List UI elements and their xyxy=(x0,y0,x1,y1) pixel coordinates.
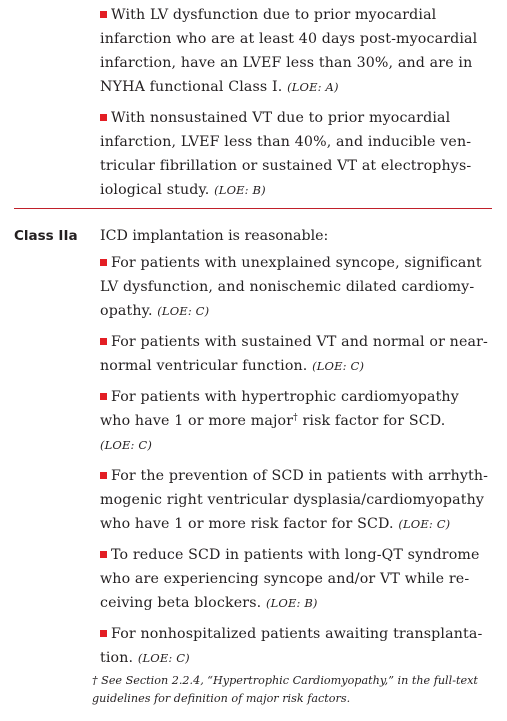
red-square-bullet-icon xyxy=(100,259,107,266)
list-item: With nonsustained VT due to prior myocardial infarction, LVEF less than 40%, and inducible ven- tricular fibrillation or sustained VT at electrophys- iological study. (LOE: B) xyxy=(100,110,472,198)
class-i-continued xyxy=(100,3,493,202)
dagger-footnote-mark: † xyxy=(293,413,298,423)
red-square-bullet-icon xyxy=(100,11,107,18)
red-square-bullet-icon xyxy=(100,114,107,121)
list-item: With LV dysfunction due to prior myocardial infarction who are at least 40 days post-myocardial infarction, have an LVEF less than 30%, and are in NYHA functional Class I. (LOE: A) xyxy=(100,7,478,95)
section-divider xyxy=(14,208,492,209)
loe-label: (LOE: C) xyxy=(100,438,152,452)
list-item: For patients with unexplained syncope, significant LV dysfunction, and nonischemic dilated cardiomy- opathy. (LOE: C) xyxy=(100,255,482,319)
loe-label: (LOE: A) xyxy=(287,80,339,94)
list-item: To reduce SCD in patients with long-QT syndrome who are experiencing syncope and/or VT while re- ceiving beta blockers. (LOE: B) xyxy=(100,547,480,611)
red-square-bullet-icon xyxy=(100,551,107,558)
loe-label: (LOE: C) xyxy=(398,517,451,531)
red-square-bullet-icon xyxy=(100,338,107,345)
class-iia-content xyxy=(100,224,493,670)
loe-label: (LOE: C) xyxy=(137,651,190,665)
red-square-bullet-icon xyxy=(100,630,107,637)
list-item: For patients with hypertrophic cardiomyopathy who have 1 or more major† risk factor for SCD. (LOE: C) xyxy=(100,389,459,452)
loe-label: (LOE: B) xyxy=(265,596,318,610)
loe-label: (LOE: C) xyxy=(312,359,365,373)
red-square-bullet-icon xyxy=(100,393,107,400)
list-item: For nonhospitalized patients awaiting transplanta- tion. (LOE: C) xyxy=(100,626,483,666)
loe-label: (LOE: B) xyxy=(214,183,266,197)
footnote: † See Section 2.2.4, “Hypertrophic Cardiomyopathy,” in the full-text guidelines for definition of major risk factors. xyxy=(92,674,478,705)
red-square-bullet-icon xyxy=(100,472,107,479)
loe-label: (LOE: C) xyxy=(157,304,210,318)
list-item: For the prevention of SCD in patients with arrhyth- mogenic right ventricular dysplasia/cardiomyopathy who have 1 or more risk factor for SCD. (LOE: C) xyxy=(100,468,489,532)
class-iia-label: Class IIa xyxy=(14,228,78,244)
class-iia-intro: ICD implantation is reasonable: xyxy=(100,228,329,244)
list-item: For patients with sustained VT and normal or near- normal ventricular function. (LOE: C) xyxy=(100,334,488,374)
